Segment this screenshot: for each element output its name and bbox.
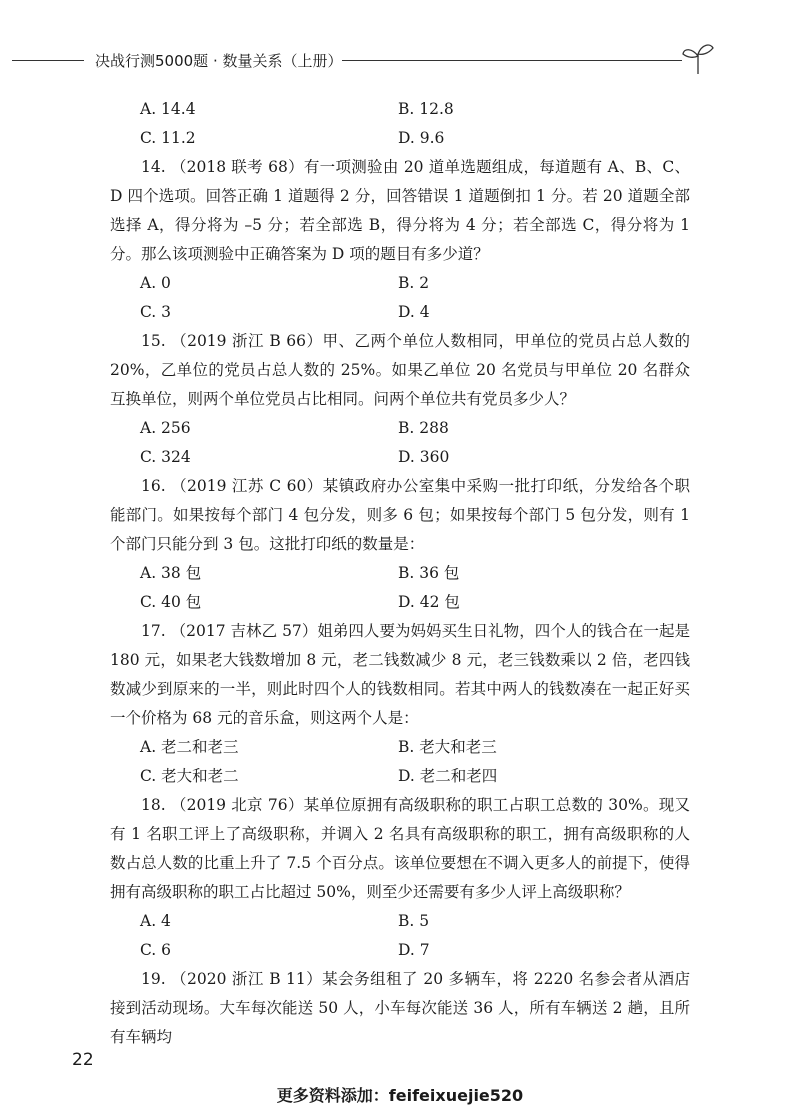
answer-option: A. 38 包 [140,564,202,582]
page-number: 22 [72,1050,94,1070]
page-header [0,40,800,80]
book-title: 决战行测5000题 · 数量关系（上册） [95,52,343,70]
header-rule-left [12,60,84,61]
question-block [110,791,690,965]
answer-option: D. 老二和老四 [398,767,498,785]
answer-option: B. 2 [398,274,430,292]
option-grid [110,95,690,153]
header-rule-right [342,60,682,61]
question-block [110,472,690,617]
question-text: 18. （2019 北京 76）某单位原拥有高级职称的职工占职工总数的 30%。现又有 1 名职工评上了高级职称，并调入 2 名具有高级职称的职工，拥有高级职称的人数占总人数的比重上升了 7.5 个百分点。该单位要想在不调入更多人的前提下，使得拥有高级职称的职工占比超过 50%，则至少还需要有多少人评上高级职称？ [110,796,690,901]
answer-option: A. 老二和老三 [140,738,239,756]
answer-option: A. 4 [140,912,171,930]
question-text: 14. （2018 联考 68）有一项测验由 20 道单选题组成，每道题有 A、B、C、D 四个选项。回答正确 1 道题得 2 分，回答错误 1 道题倒扣 1 分。若 20 道题全部选择 A，得分将为 –5 分；若全部选 B，得分将为 4 分；若全部选 C，得分将为 1 分。那么该项测验中正确答案为 D 项的题目有多少道？ [110,158,690,263]
option-grid [110,269,690,327]
answer-option: C. 老大和老二 [140,767,239,785]
answer-option: D. 9.6 [398,129,445,147]
option-grid [110,559,690,617]
question-text: 17. （2017 吉林乙 57）姐弟四人要为妈妈买生日礼物，四个人的钱合在一起是 180 元，如果老大钱数增加 8 元，老二钱数减少 8 元，老三钱数乘以 2 倍，老四钱数减少到原来的一半，则此时四个人的钱数相同。若其中两人的钱数凑在一起正好买一个价格为 68 元的音乐盒，则这两个人是： [110,622,690,727]
answer-option: B. 288 [398,419,449,437]
answer-option: B. 老大和老三 [398,738,497,756]
question-block [110,965,690,1052]
question-block [110,153,690,327]
footer-contact: 更多资料添加：feifeixuejie520 [276,1086,524,1105]
option-grid [110,733,690,791]
answer-option: B. 36 包 [398,564,460,582]
question-block [110,327,690,472]
option-grid [110,907,690,965]
answer-option: C. 40 包 [140,593,202,611]
answer-option: C. 324 [140,448,191,466]
question-text: 19. （2020 浙江 B 11）某会务组租了 20 多辆车，将 2220 名参会者从酒店接到活动现场。大车每次能送 50 人，小车每次能送 36 人，所有车辆送 2 趟，且所有车辆均 [110,970,690,1046]
sprout-icon [680,40,716,76]
question-block [110,95,690,153]
answer-option: C. 11.2 [140,129,196,147]
answer-option: A. 256 [140,419,191,437]
answer-option: A. 14.4 [140,100,196,118]
question-block [110,617,690,791]
question-text: 16. （2019 江苏 C 60）某镇政府办公室集中采购一批打印纸，分发给各个职能部门。如果按每个部门 4 包分发，则多 6 包；如果按每个部门 5 包分发，则有 1 个部门只能分到 3 包。这批打印纸的数量是： [110,477,690,553]
question-content [110,95,690,1052]
answer-option: D. 42 包 [398,593,460,611]
answer-option: C. 6 [140,941,172,959]
answer-option: D. 360 [398,448,450,466]
answer-option: B. 5 [398,912,430,930]
option-grid [110,414,690,472]
answer-option: C. 3 [140,303,172,321]
answer-option: A. 0 [140,274,171,292]
question-text: 15. （2019 浙江 B 66）甲、乙两个单位人数相同，甲单位的党员占总人数的 20%，乙单位的党员占总人数的 25%。如果乙单位 20 名党员与甲单位 20 名群众互换单位，则两个单位党员占比相同。问两个单位共有党员多少人？ [110,332,690,408]
answer-option: D. 4 [398,303,430,321]
answer-option: B. 12.8 [398,100,454,118]
answer-option: D. 7 [398,941,430,959]
